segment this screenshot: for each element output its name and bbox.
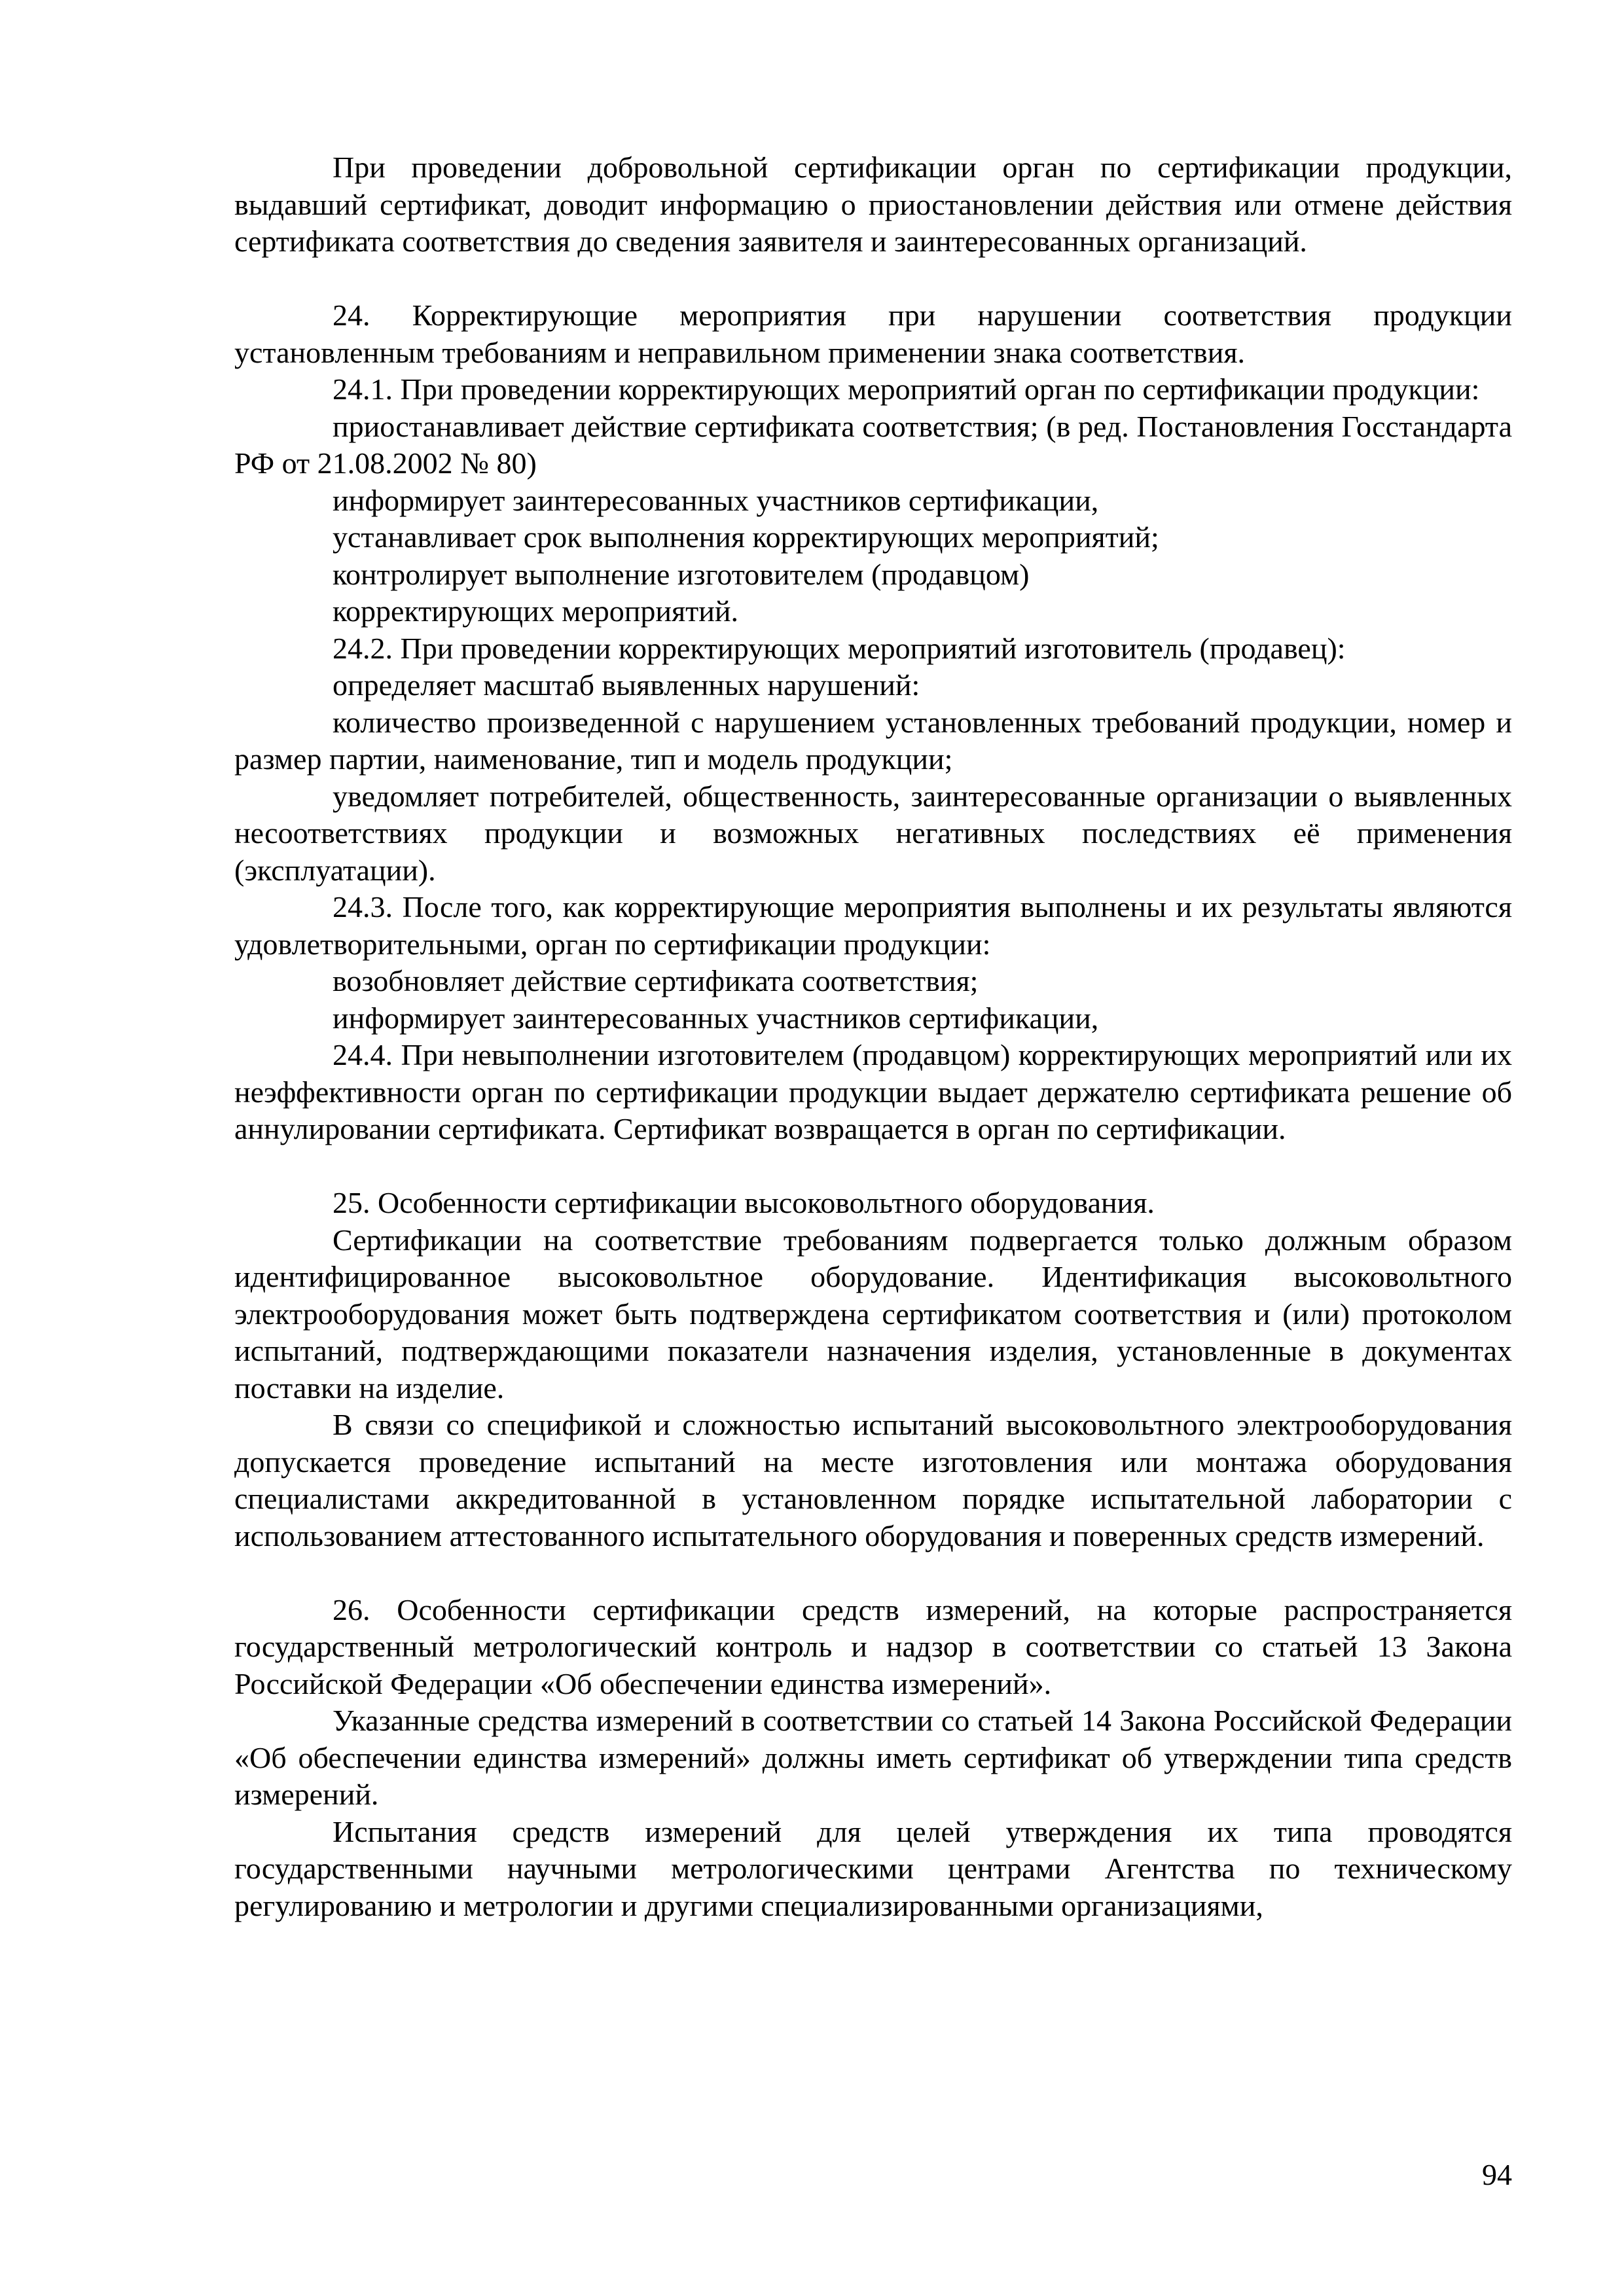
list-item-corrective-measures: корректирующих мероприятий.	[333, 594, 738, 628]
paragraph-25-identification: Сертификации на соответствие требованиям подвергается только должным образом идентифицированное высоковольтное оборудование. Идентификация высоковольтного электрооборудования может быть подтверждена сертификатом соответствия и (или) протоколом испытаний, подтверждающими показатели назначения изделия, установленные в документах поставки на изделие.	[234, 1223, 1512, 1405]
page-number: 94	[1482, 2158, 1512, 2191]
list-item-resumes-certificate: возобновляет действие сертификата соответствия;	[333, 964, 979, 997]
paragraph-26-testing-centers: Испытания средств измерений для целей утверждения их типа проводятся государственными научными метрологическими центрами Агентства по техническому регулированию и метрологии и другими специализированными организациями,	[234, 1814, 1512, 1922]
list-item-sets-deadline: устанавливает срок выполнения корректирующих мероприятий;	[333, 520, 1159, 554]
list-item-informs-participants-2: информирует заинтересованных участников сертификации,	[333, 1001, 1099, 1035]
paragraph-voluntary-certification: При проведении добровольной сертификации орган по сертификации продукции, выдавший сертификат, доводит информацию о приостановлении действия или отмене действия сертификата соответствия до сведения заявителя и заинтересованных организаций.	[234, 151, 1512, 258]
paragraph-25-testing-on-site: В связи со спецификой и сложностью испытаний высоковольтного электрооборудования допускается проведение испытаний на месте изготовления или монтажа оборудования специалистами аккредитованной в установленном порядке испытательной лаборатории с использованием аттестованного испытательного оборудования и поверенных средств измерений.	[234, 1408, 1512, 1552]
section-24-heading: 24. Корректирующие мероприятия при нарушении соответствия продукции установленным требованиям и неправильном применении знака соответствия.	[234, 298, 1512, 369]
section-25-heading: 25. Особенности сертификации высоковольтного оборудования.	[333, 1186, 1155, 1219]
list-item-quantity-produced: количество произведенной с нарушением установленных требований продукции, номер и размер партии, наименование, тип и модель продукции;	[234, 705, 1512, 776]
list-item-notifies-consumers: уведомляет потребителей, общественность, заинтересованные организации о выявленных несоответствиях продукции и возможных негативных последствиях её применения (эксплуатации).	[234, 779, 1512, 887]
paragraph-24-4: 24.4. При невыполнении изготовителем (продавцом) корректирующих мероприятий или их неэффективности орган по сертификации продукции выдает держателю сертификата решение об аннулировании сертификата. Сертификат возвращается в орган по сертификации.	[234, 1038, 1512, 1145]
paragraph-24-3: 24.3. После того, как корректирующие мероприятия выполнены и их результаты являются удовлетворительными, орган по сертификации продукции:	[234, 890, 1512, 961]
paragraph-24-1: 24.1. При проведении корректирующих мероприятий орган по сертификации продукции:	[333, 372, 1480, 406]
document-body	[234, 149, 1512, 1924]
list-item-informs-participants: информирует заинтересованных участников сертификации,	[333, 483, 1099, 517]
list-item-suspends-certificate: приостанавливает действие сертификата соответствия; (в ред. Постановления Госстандарта РФ от 21.08.2002 № 80)	[234, 409, 1512, 480]
section-26-heading: 26. Особенности сертификации средств измерений, на которые распространяется государственный метрологический контроль и надзор в соответствии со статьей 13 Закона Российской Федерации «Об обеспечении единства измерений».	[234, 1592, 1512, 1700]
paragraph-24-2: 24.2. При проведении корректирующих мероприятий изготовитель (продавец):	[333, 631, 1346, 665]
paragraph-26-type-approval: Указанные средства измерений в соответствии со статьей 14 Закона Российской Федерации «Об обеспечении единства измерений» должны иметь сертификат об утверждении типа средств измерений.	[234, 1704, 1512, 1811]
list-item-determines-scale: определяет масштаб выявленных нарушений:	[333, 668, 920, 702]
list-item-controls-execution: контролирует выполнение изготовителем (продавцом)	[333, 557, 1030, 591]
